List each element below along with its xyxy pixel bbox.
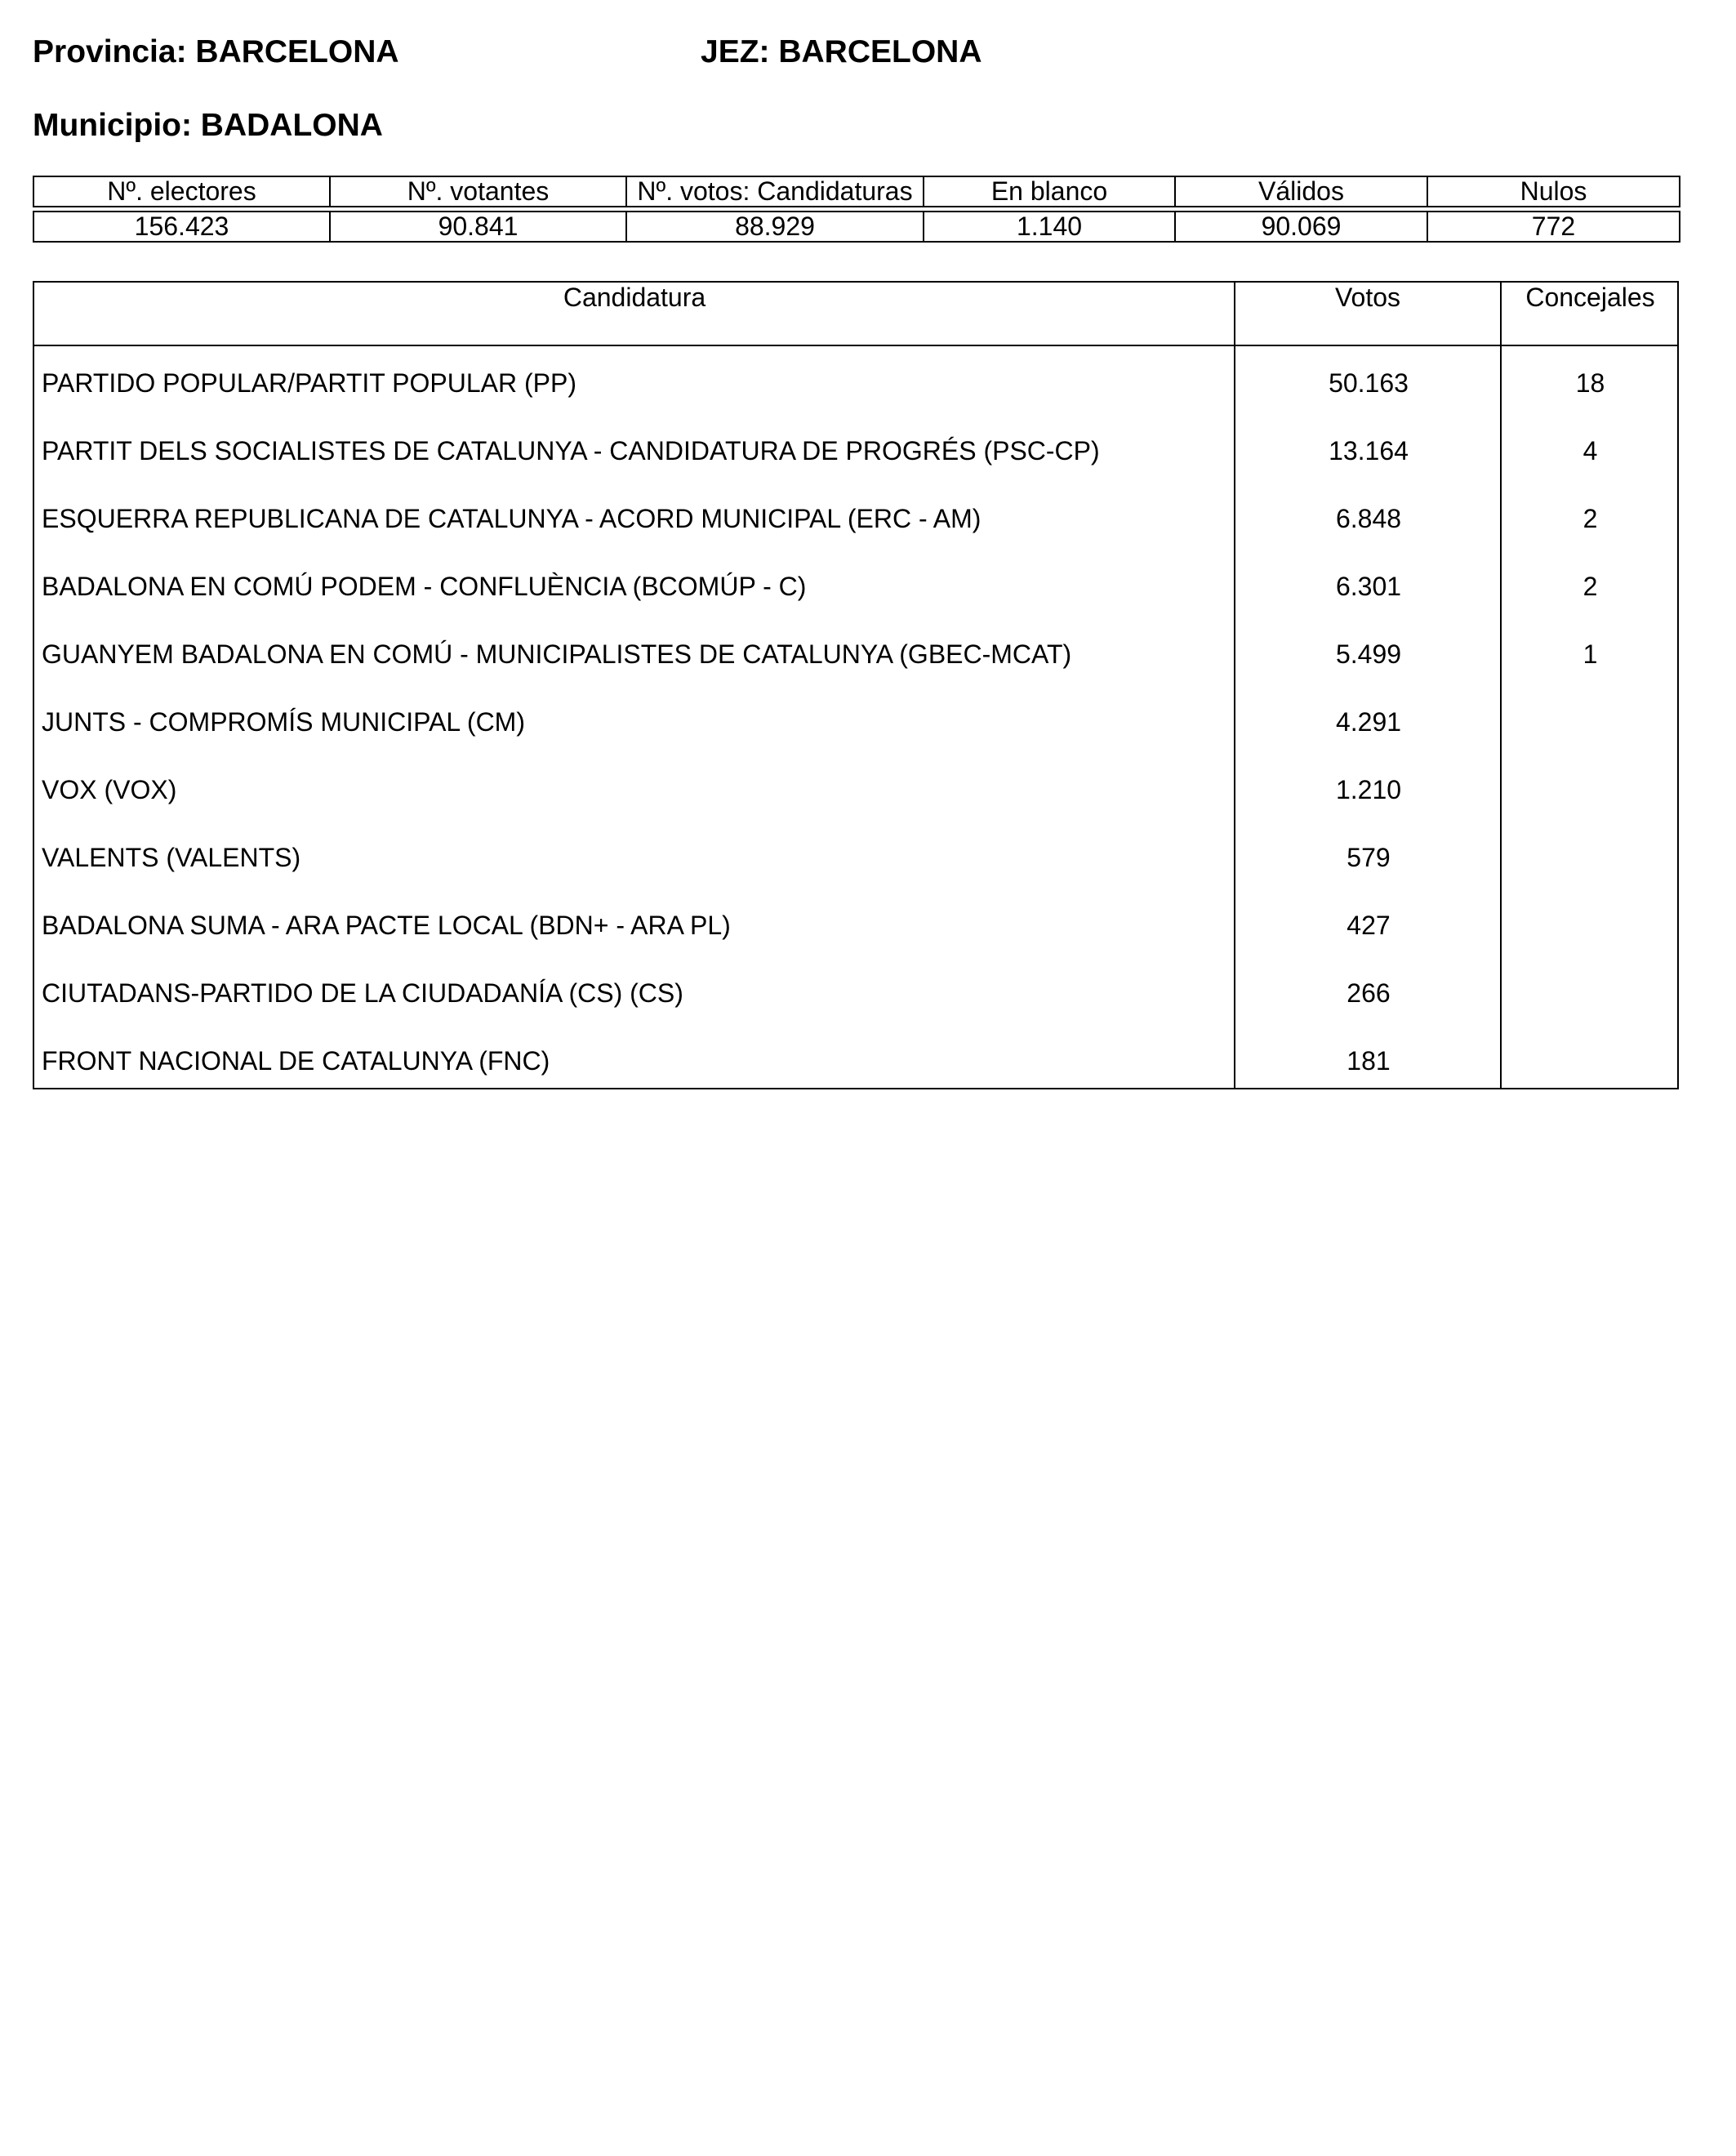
candidatura-votes: 427 <box>1347 911 1391 940</box>
summary-header-en-blanco: En blanco <box>924 176 1175 207</box>
candidatura-seats <box>1502 892 1679 960</box>
summary-header-electores: Nº. electores <box>33 176 330 207</box>
summary-table <box>33 176 1680 243</box>
candidatura-votes: 50.163 <box>1329 368 1409 398</box>
table-row <box>34 1027 1677 1095</box>
summary-header-votos-candidaturas: Nº. votos: Candidaturas <box>626 176 924 207</box>
candidatura-votes: 6.848 <box>1335 504 1402 533</box>
candidatura-votes: 266 <box>1347 978 1391 1008</box>
candidatura-votes: 1.210 <box>1335 775 1402 804</box>
summary-value-votantes: 90.841 <box>330 212 626 242</box>
candidatura-seats <box>1502 1027 1679 1095</box>
candidatura-name: PARTIT DELS SOCIALISTES DE CATALUNYA - CANDIDATURA DE PROGRÉS (PSC-CP) <box>42 436 1100 466</box>
candidatura-seats: 2 <box>1582 504 1598 533</box>
candidatura-seats <box>1502 688 1679 756</box>
jez-label: JEZ: BARCELONA <box>701 34 982 69</box>
candidatura-seats: 18 <box>1575 368 1605 398</box>
summary-value-en-blanco: 1.140 <box>924 212 1175 242</box>
candidatura-seats: 2 <box>1582 572 1598 601</box>
summary-value-nulos: 772 <box>1427 212 1680 242</box>
header-votos: Votos <box>1334 283 1401 312</box>
candidatura-seats <box>1502 824 1679 892</box>
table-row <box>34 960 1677 1027</box>
candidatura-name: CIUTADANS-PARTIDO DE LA CIUDADANÍA (CS) (CS) <box>42 978 683 1008</box>
table-row <box>34 824 1677 892</box>
candidatura-votes: 181 <box>1347 1046 1391 1076</box>
table-row <box>34 688 1677 756</box>
table-row <box>34 621 1677 688</box>
candidatura-votes: 13.164 <box>1329 436 1409 466</box>
candidatura-name: BADALONA SUMA - ARA PACTE LOCAL (BDN+ - ARA PL) <box>42 911 731 940</box>
table-row <box>34 756 1677 824</box>
candidatura-name: ESQUERRA REPUBLICANA DE CATALUNYA - ACORD MUNICIPAL (ERC - AM) <box>42 504 982 533</box>
candidatura-name: VALENTS (VALENTS) <box>42 843 301 872</box>
table-row <box>34 892 1677 960</box>
candidatura-seats: 1 <box>1582 639 1598 669</box>
table-row <box>34 485 1677 553</box>
candidatura-name: GUANYEM BADALONA EN COMÚ - MUNICIPALISTES DE CATALUNYA (GBEC-MCAT) <box>42 639 1072 669</box>
candidatura-seats: 4 <box>1582 436 1598 466</box>
municipio-label: Municipio: BADALONA <box>33 108 383 143</box>
summary-header-row <box>33 176 1680 207</box>
candidatura-name: VOX (VOX) <box>42 775 177 804</box>
candidatura-votes: 4.291 <box>1335 707 1402 737</box>
summary-value-electores: 156.423 <box>33 212 330 242</box>
table-row <box>34 553 1677 621</box>
summary-header-nulos: Nulos <box>1427 176 1680 207</box>
summary-value-votos-candidaturas: 88.929 <box>626 212 924 242</box>
summary-header-validos: Válidos <box>1175 176 1427 207</box>
results-table <box>33 281 1679 1089</box>
candidatura-name: FRONT NACIONAL DE CATALUNYA (FNC) <box>42 1046 550 1076</box>
table-row <box>34 350 1677 417</box>
candidatura-votes: 5.499 <box>1335 639 1402 669</box>
summary-header-votantes: Nº. votantes <box>330 176 626 207</box>
candidatura-name: JUNTS - COMPROMÍS MUNICIPAL (CM) <box>42 707 525 737</box>
candidatura-seats <box>1502 756 1679 824</box>
candidatura-votes: 6.301 <box>1335 572 1402 601</box>
summary-value-validos: 90.069 <box>1175 212 1427 242</box>
candidatura-name: PARTIDO POPULAR/PARTIT POPULAR (PP) <box>42 368 576 398</box>
summary-values-row <box>33 212 1680 242</box>
candidatura-seats <box>1502 960 1679 1027</box>
candidatura-name: BADALONA EN COMÚ PODEM - CONFLUÈNCIA (BCOMÚP - C) <box>42 572 807 601</box>
header-concejales: Concejales <box>1525 283 1655 312</box>
header-candidatura: Candidatura <box>563 283 706 312</box>
table-row <box>34 417 1677 485</box>
candidatura-votes: 579 <box>1347 843 1391 872</box>
provincia-label: Provincia: BARCELONA <box>33 34 399 69</box>
